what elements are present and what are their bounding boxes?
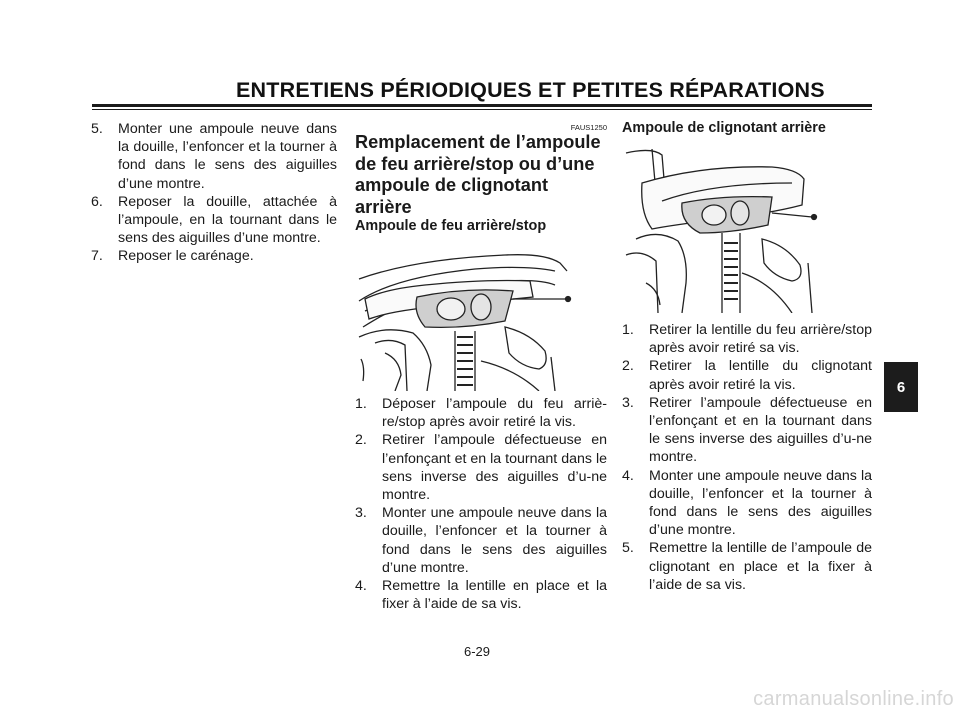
step-number: 6. xyxy=(91,193,103,210)
step-number: 4. xyxy=(355,578,367,595)
site-watermark: carmanualsonline.info xyxy=(753,688,954,710)
column-right xyxy=(622,120,872,594)
reference-code: FAUS1250 xyxy=(570,123,607,132)
taillight-diagram-svg xyxy=(355,241,605,391)
page-header-title: ENTRETIENS PÉRIODIQUES ET PETITES RÉPARATIONS xyxy=(236,78,825,102)
step-text: Retirer la lentille du feu arrière/stop après avoir retiré sa vis. xyxy=(649,322,872,357)
list-item xyxy=(622,321,872,357)
step-text: Déposer l’ampoule du feu arriè-re/stop après avoir retiré la vis. xyxy=(382,396,607,431)
chapter-tab[interactable]: 6 xyxy=(884,362,918,412)
step-number: 5. xyxy=(622,540,634,557)
step-text: Monter une ampoule neuve dans la douille, l’enfoncer et la tourner à fond dans le sens des aiguilles d’une montre. xyxy=(382,505,607,576)
column-left xyxy=(91,120,337,266)
list-item xyxy=(622,539,872,594)
list-item xyxy=(91,120,337,193)
step-text: Remettre la lentille de l’ampoule de clignotant en place et la fixer à l’aide de sa vis. xyxy=(649,540,872,593)
step-text: Monter une ampoule neuve dans la douille, l’enfoncer et la tourner à fond dans le sens des aiguilles d’une montre. xyxy=(118,121,337,192)
step-number: 1. xyxy=(622,322,634,338)
list-item xyxy=(622,467,872,540)
step-number: 4. xyxy=(622,467,634,484)
header-rule-thin xyxy=(92,109,872,110)
step-text: Monter une ampoule neuve dans la douille, l’enfoncer et la tourner à fond dans le sens des aiguilles d’une montre. xyxy=(649,467,872,539)
list-item xyxy=(355,504,607,577)
step-number: 5. xyxy=(91,121,103,137)
step-text: Retirer l’ampoule défectueuse en l’enfonçant et en la tournant dans le sens inverse des aiguilles d’u-ne montre. xyxy=(649,394,872,466)
turn-signal-illustration xyxy=(622,143,872,313)
list-item xyxy=(91,193,337,248)
step-text: Reposer le carénage. xyxy=(118,248,254,265)
list-item xyxy=(91,247,337,265)
step-text: Remettre la lentille en place et la fixer à l’aide de sa vis. xyxy=(382,578,607,613)
page-number: 6-29 xyxy=(464,644,491,659)
step-number: 1. xyxy=(355,396,367,412)
turn-signal-diagram-svg xyxy=(622,143,832,313)
subsection-title-taillight: Ampoule de feu arrière/stop xyxy=(355,218,547,234)
subsection-title-turn-signal: Ampoule de clignotant arrière xyxy=(622,120,826,136)
section-title: Remplacement de l’ampoule de feu arrière/stop ou d’une ampoule de clignotant arrière xyxy=(355,132,601,217)
step-number: 2. xyxy=(355,432,367,449)
step-text: Retirer l’ampoule défectueuse en l’enfonçant et en la tournant dans le sens inverse des aiguilles d’u-ne montre. xyxy=(382,432,607,504)
step-number: 7. xyxy=(91,248,103,265)
steps-list-left xyxy=(91,120,337,266)
list-item xyxy=(355,395,607,431)
steps-list-right xyxy=(622,321,872,594)
step-text: Reposer la douille, attachée à l’ampoule, en la tournant dans le sens des aiguilles d’une montre. xyxy=(118,193,337,247)
list-item xyxy=(622,357,872,393)
list-item xyxy=(355,431,607,504)
list-item xyxy=(355,577,607,613)
taillight-illustration xyxy=(355,241,607,391)
steps-list-middle xyxy=(355,395,607,613)
step-text: Retirer la lentille du clignotant après avoir retiré la vis. xyxy=(649,358,872,393)
list-item xyxy=(622,394,872,467)
step-number: 2. xyxy=(622,358,634,375)
header-rule-thick xyxy=(92,104,872,107)
column-middle xyxy=(355,120,607,613)
step-number: 3. xyxy=(622,394,634,411)
step-number: 3. xyxy=(355,505,367,522)
